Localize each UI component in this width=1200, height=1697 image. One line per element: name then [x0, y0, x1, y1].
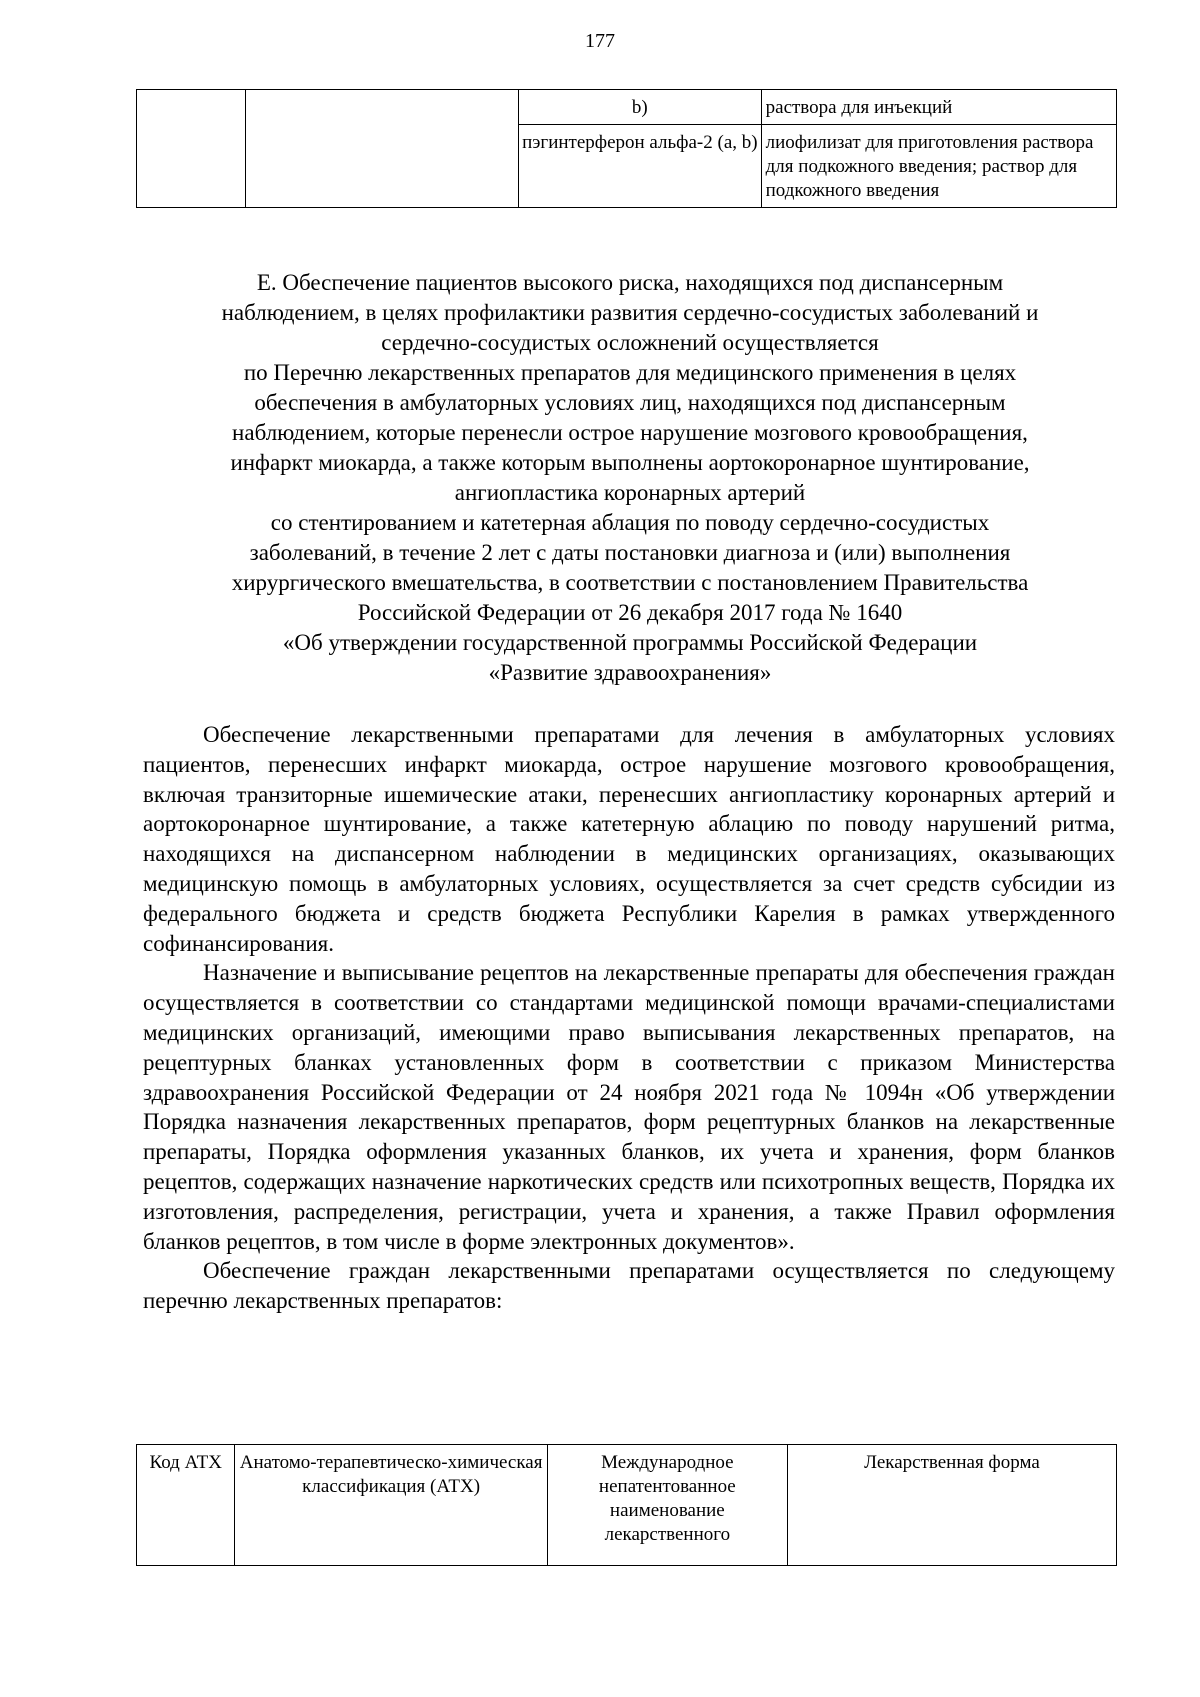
paragraph: Назначение и выписывание рецептов на лекарственные препараты для обеспечения граждан осуществляется в соответствии со стандартами медицинской помощи врачами-специалистами медицинских организаций, имеющими право выписывания лекарственных препаратов, на рецептурных бланках установленных форм в соответствии с приказом Министерства здравоохранения Российской Федерации от 24 ноября 2021 года № 1094н «Об утверждении Порядка назначения лекарственных препаратов, форм рецептурных бланков на лекарственные препараты, Порядка оформления указанных бланков, их учета и хранения, форм бланков рецептов, содержащих назначение наркотических средств или психотропных веществ, Порядка их изготовления, распределения, регистрации, учета и хранения, а также Правил оформления бланков рецептов, в том числе в форме электронных документов». [143, 960, 1115, 1254]
atx-class-cell [246, 90, 519, 208]
heading-line: хирургического вмешательства, в соответствии с постановлением Правительства [231, 570, 1029, 595]
heading-line: Российской Федерации от 26 декабря 2017 года № 1640 [357, 600, 903, 625]
heading-line: ангиопластика коронарных артерий [454, 480, 806, 505]
heading-line: «Развитие здравоохранения» [488, 660, 772, 685]
header-atx-code: Код АТХ [137, 1445, 235, 1566]
body-text [143, 720, 1115, 1316]
heading-line: сердечно-сосудистых осложнений осуществляется [381, 330, 879, 355]
heading-line: наблюдением, в целях профилактики развития сердечно-сосудистых заболеваний и [221, 300, 1039, 325]
heading-line: по Перечню лекарственных препаратов для медицинского применения в целях [243, 360, 1017, 385]
dosage-form-cell: раствора для инъекций [761, 90, 1116, 125]
section-heading [150, 268, 1110, 688]
heading-line: наблюдением, которые перенесли острое нарушение мозгового кровообращения, [232, 420, 1028, 445]
page-number: 177 [585, 30, 615, 52]
drug-list-table [136, 1444, 1117, 1566]
atx-code-cell [137, 90, 246, 208]
heading-line: Е. Обеспечение пациентов высокого риска, находящихся под диспансерным [256, 270, 1004, 295]
heading-line: заболеваний, в течение 2 лет с даты постановки диагноза и (или) выполнения [249, 540, 1011, 565]
header-inn: Международное непатентованное наименование лекарственного [547, 1445, 787, 1566]
dosage-form-cell: лиофилизат для приготовления раствора для подкожного введения; раствор для подкожного введения [761, 125, 1116, 208]
heading-line: обеспечения в амбулаторных условиях лиц, находящихся под диспансерным [254, 390, 1006, 415]
heading-line: со стентированием и катетерная аблация по поводу сердечно-сосудистых [270, 510, 990, 535]
continued-drug-table [136, 89, 1117, 208]
header-atx-class: Анатомо-терапевтическо-химическая классификация (АТХ) [235, 1445, 547, 1566]
inn-cell: пэгинтерферон альфа-2 (a, b) [519, 125, 762, 208]
paragraph: Обеспечение граждан лекарственными препаратами осуществляется по следующему перечню лекарственных препаратов: [143, 1258, 1115, 1314]
table-row [137, 90, 1117, 125]
inn-cell: b) [519, 90, 762, 125]
heading-line: «Об утверждении государственной программы Российской Федерации [282, 630, 978, 655]
table-header-row [137, 1445, 1117, 1566]
header-dosage-form: Лекарственная форма [787, 1445, 1116, 1566]
heading-line: инфаркт миокарда, а также которым выполнены аортокоронарное шунтирование, [230, 450, 1030, 475]
paragraph: Обеспечение лекарственными препаратами для лечения в амбулаторных условиях пациентов, перенесших инфаркт миокарда, острое нарушение мозгового кровообращения, включая транзиторные ишемические атаки, перенесших ангиопластику коронарных артерий и аортокоронарное шунтирование, а также катетерную аблацию по поводу нарушений ритма, находящихся на диспансерном наблюдении в медицинских организациях, оказывающих медицинскую помощь в амбулаторных условиях, осуществляется за счет средств субсидии из федерального бюджета и средств бюджета Республики Карелия в рамках утвержденного софинансирования. [143, 722, 1115, 956]
